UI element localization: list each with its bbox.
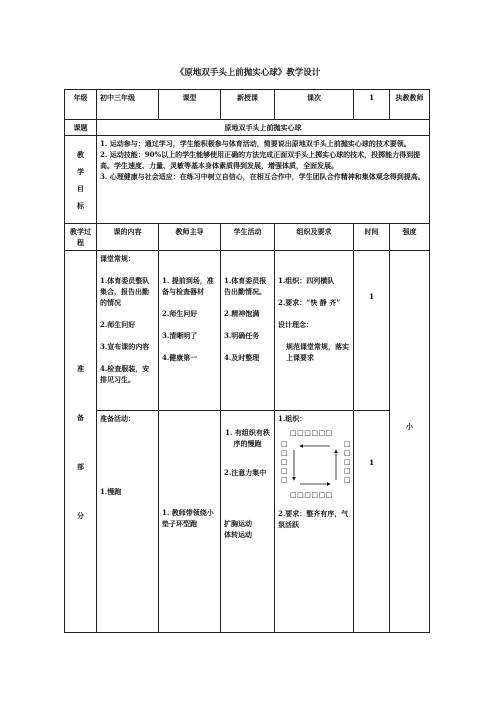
goals-label-char: 标 <box>77 200 84 210</box>
warmup-time: 1 <box>354 411 390 633</box>
warmup-student-item: 2.注意力集中 <box>224 468 267 477</box>
routine-student-item: 4.及时整理 <box>224 353 260 362</box>
column-header-row <box>65 224 430 251</box>
warmup-student-item: 扩胸运动 <box>224 519 252 528</box>
formation-bottom-row: □□□□□□ <box>290 491 333 499</box>
teacher-label: 执教教师 <box>390 90 430 120</box>
col-org: 组织及要求 <box>275 224 354 251</box>
formation-left-column <box>281 440 288 485</box>
phase-char: 准 <box>77 363 84 373</box>
routine-teacher-item: 2.师生问好 <box>162 309 198 318</box>
col-content: 课的内容 <box>97 224 159 251</box>
goals-label-char: 教 <box>77 149 84 159</box>
goal-item: 3. 心理健康与社会适应：在练习中树立自信心，在相互合作中，学生团队合作精神和集体观念得到提高。 <box>100 172 425 181</box>
lesson-type-value: 新授课 <box>221 90 275 120</box>
routine-teacher-item: 1. 提前到场，准备与检查器材 <box>162 276 214 296</box>
col-intensity: 强度 <box>390 224 430 251</box>
routine-content-item: 2.师生问好 <box>100 320 136 329</box>
formation-box: □ <box>281 449 289 457</box>
routine-time: 1 <box>354 251 390 411</box>
warmup-student-item: 体转运动 <box>224 530 252 539</box>
lesson-count-label: 课次 <box>275 90 354 120</box>
warmup-row <box>65 411 430 633</box>
formation-box: □ <box>281 467 289 475</box>
lesson-type-label: 课型 <box>159 90 221 120</box>
routine-org-item: 设计理念： <box>278 320 313 329</box>
formation-right-column <box>344 440 351 485</box>
goals-content <box>97 136 430 224</box>
topic-value: 原地双手头上前抛实心球 <box>97 120 430 136</box>
goals-label-char: 目 <box>77 183 84 193</box>
goal-item: 1. 运动参与：通过学习，学生能积极参与体育活动，简要说出原地双手头上前抛实心球的技术要领。 <box>100 139 411 148</box>
warmup-student <box>221 411 275 633</box>
phase-intensity: 小 <box>390 251 430 633</box>
lesson-plan-table <box>64 89 430 633</box>
warmup-content <box>97 411 159 633</box>
formation-box: □ <box>281 476 289 484</box>
phase-char: 备 <box>77 412 84 422</box>
formation-box: □ <box>344 449 352 457</box>
topic-label: 课题 <box>65 120 97 136</box>
routine-student-item: 2.精神饱满 <box>224 309 260 318</box>
routine-org <box>275 251 354 411</box>
formation-box: □ <box>344 458 352 466</box>
routine-teacher <box>159 251 221 411</box>
warmup-teacher <box>159 411 221 633</box>
topic-row <box>65 120 430 136</box>
goals-label-char: 学 <box>77 166 84 176</box>
routine-student-item: 1.体育委员报告出勤情况。 <box>224 276 267 296</box>
routine-teacher-item: 3.清晰明了 <box>162 331 198 340</box>
routine-org-item: 规范课堂常规，落实上课要求 <box>286 342 349 362</box>
routine-org-item: 2.要求：“快 静 齐” <box>278 298 341 307</box>
formation-box: □ <box>344 440 352 448</box>
phase-char: 部 <box>77 461 84 471</box>
routine-org-item: 1.组织：四列横队 <box>278 276 335 285</box>
warmup-org-requirement: 2.要求：整齐有序，气氛活跃 <box>278 509 349 529</box>
warmup-org-title: 1.组织： <box>278 414 307 423</box>
goals-label <box>65 136 97 224</box>
routine-content-item: 4.检查服装，安排见习生。 <box>100 364 150 384</box>
warmup-content-item: 1.慢跑 <box>100 487 122 496</box>
routine-content-item: 1.体育委员整队集合，报告出勤的情况 <box>100 276 150 307</box>
phase-char: 分 <box>77 510 84 520</box>
col-student: 学生活动 <box>221 224 275 251</box>
col-process: 教学过程 <box>65 224 97 251</box>
formation-top-row: □□□□□□ <box>290 429 333 437</box>
formation-box: □ <box>344 476 352 484</box>
routine-content <box>97 251 159 411</box>
goal-item: 2. 运动技能：90%以上的学生能够使用正确的方法完成正面双手头上掷实心球的技术，投掷能力得到提高。学生速度、力量、灵敏等基本身体素质得到发展，增强体质，全面发展。 <box>100 150 421 170</box>
grade-value: 初中三年级 <box>97 90 159 120</box>
warmup-heading: 准备活动： <box>100 414 135 423</box>
col-time: 时间 <box>354 224 390 251</box>
grade-label: 年级 <box>65 90 97 120</box>
routine-student-item: 3.明确任务 <box>224 331 260 340</box>
routine-heading: 课堂常规： <box>100 254 135 263</box>
warmup-teacher-item: 1. 教师带领绕小垫子环型跑 <box>162 508 214 528</box>
formation-box: □ <box>281 440 289 448</box>
header-row <box>65 90 430 120</box>
formation-box: □ <box>344 467 352 475</box>
lesson-count-value: 1 <box>354 90 390 120</box>
document-title: 《原地双手头上前抛实心球》教学设计 <box>175 68 321 78</box>
routine-content-item: 3.宣布课的内容 <box>100 342 150 351</box>
phase-label <box>65 251 97 633</box>
goals-row <box>65 136 430 224</box>
col-teacher: 教师主导 <box>159 224 221 251</box>
routine-row <box>65 251 430 411</box>
formation-diagram <box>278 428 350 502</box>
warmup-student-item: 1. 有组织有秩序的慢跑 <box>225 428 270 448</box>
routine-student <box>221 251 275 411</box>
routine-teacher-item: 4.健康第一 <box>162 353 198 362</box>
formation-box: □ <box>281 458 289 466</box>
warmup-org <box>275 411 354 633</box>
